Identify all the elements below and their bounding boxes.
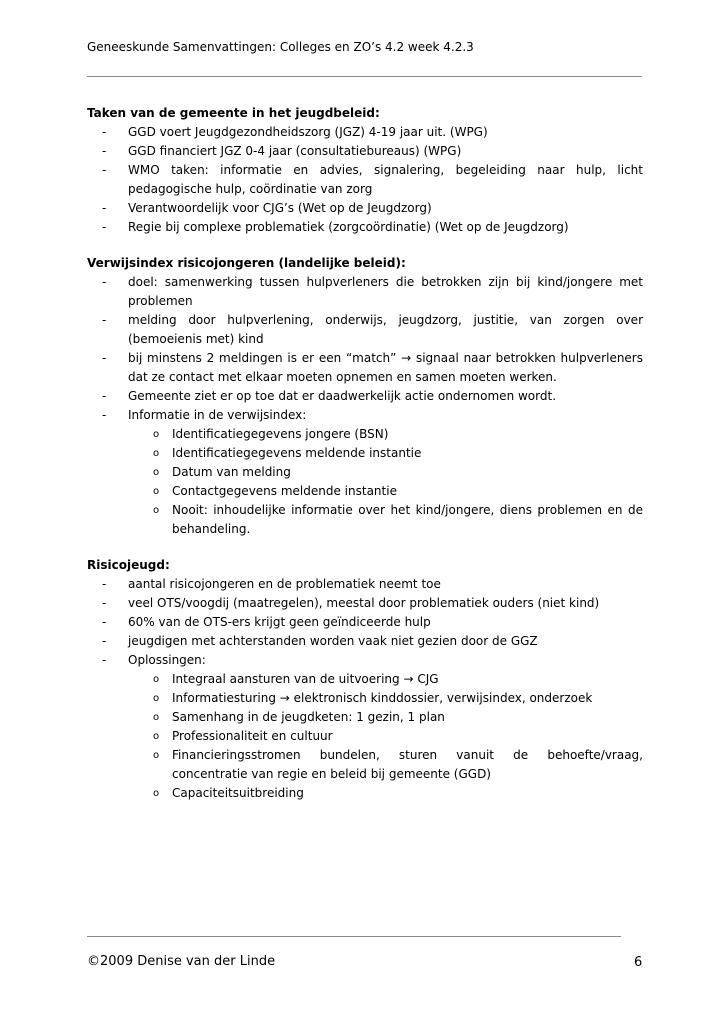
bullet-list <box>87 123 643 237</box>
circle-bullet-icon: o <box>153 429 160 440</box>
dash-bullet-icon: - <box>102 144 107 158</box>
dash-bullet-icon: - <box>102 653 107 667</box>
dash-bullet-icon: - <box>102 220 107 234</box>
list-item-text: WMO taken: informatie en advies, signalering, begeleiding naar hulp, licht pedagogische hulp, coördinatie van zorg <box>128 163 643 196</box>
list-item-text: Informatie in de verwijsindex: <box>128 408 307 422</box>
sub-list-item <box>128 463 643 482</box>
sub-list-item <box>128 727 643 746</box>
sub-list-item <box>128 689 643 708</box>
list-item-text: GGD voert Jeugdgezondheidszorg (JGZ) 4-19 jaar uit. (WPG) <box>128 125 488 139</box>
sub-list-item <box>128 746 643 784</box>
list-item <box>87 632 643 651</box>
circle-bullet-icon: o <box>153 467 160 478</box>
list-item-text: veel OTS/voogdij (maatregelen), meestal door problematiek ouders (niet kind) <box>128 596 600 610</box>
section <box>87 254 643 539</box>
sub-list-item <box>128 670 643 689</box>
sub-list-item-text: Identificatiegegevens meldende instantie <box>172 446 422 460</box>
sub-list-item-text: Professionaliteit en cultuur <box>172 729 333 743</box>
circle-bullet-icon: o <box>153 674 160 685</box>
bullet-list <box>87 575 643 803</box>
list-item-text: Regie bij complexe problematiek (zorgcoördinatie) (Wet op de Jeugdzorg) <box>128 220 569 234</box>
section-title: Verwijsindex risicojongeren (landelijke beleid): <box>87 256 406 270</box>
dash-bullet-icon: - <box>102 389 107 403</box>
list-item <box>87 613 643 632</box>
circle-bullet-icon: o <box>153 750 160 761</box>
sub-list-item <box>128 708 643 727</box>
circle-bullet-icon: o <box>153 712 160 723</box>
page-content <box>87 104 643 820</box>
list-item <box>87 406 643 539</box>
sub-list-item <box>128 482 643 501</box>
circle-bullet-icon: o <box>153 788 160 799</box>
sub-list-item-text: Nooit: inhoudelijke informatie over het kind/jongere, diens problemen en de behandeling. <box>172 503 643 536</box>
list-item-text: Oplossingen: <box>128 653 206 667</box>
sub-bullet-list <box>128 670 643 803</box>
sub-list-item <box>128 425 643 444</box>
dash-bullet-icon: - <box>102 163 107 177</box>
list-item <box>87 218 643 237</box>
list-item <box>87 387 643 406</box>
dash-bullet-icon: - <box>102 201 107 215</box>
bullet-list <box>87 273 643 539</box>
list-item-text: Gemeente ziet er op toe dat er daadwerkelijk actie ondernomen wordt. <box>128 389 557 403</box>
page-number: 6 <box>634 955 643 970</box>
circle-bullet-icon: o <box>153 693 160 704</box>
footer-divider <box>87 936 621 937</box>
list-item <box>87 199 643 218</box>
list-item-text: melding door hulpverlening, onderwijs, jeugdzorg, justitie, van zorgen over (bemoeienis met) kind <box>128 313 643 346</box>
list-item-text: bij minstens 2 meldingen is er een “match” → signaal naar betrokken hulpverleners dat ze contact met elkaar moeten opnemen en samen moeten werken. <box>128 351 643 384</box>
dash-bullet-icon: - <box>102 596 107 610</box>
section <box>87 556 643 803</box>
sub-list-item-text: Financieringsstromen bundelen, sturen vanuit de behoefte/vraag, concentratie van regie en beleid bij gemeente (GGD) <box>172 748 643 781</box>
list-item <box>87 273 643 311</box>
list-item <box>87 161 643 199</box>
list-item-text: Verantwoordelijk voor CJG’s (Wet op de Jeugdzorg) <box>128 201 432 215</box>
section-title: Risicojeugd: <box>87 558 170 572</box>
list-item-text: doel: samenwerking tussen hulpverleners die betrokken zijn bij kind/jongere met problemen <box>128 275 643 308</box>
dash-bullet-icon: - <box>102 408 107 422</box>
dash-bullet-icon: - <box>102 577 107 591</box>
dash-bullet-icon: - <box>102 634 107 648</box>
dash-bullet-icon: - <box>102 313 107 327</box>
sub-list-item-text: Integraal aansturen van de uitvoering → CJG <box>172 672 439 686</box>
list-item <box>87 575 643 594</box>
list-item <box>87 594 643 613</box>
dash-bullet-icon: - <box>102 615 107 629</box>
list-item-text: aantal risicojongeren en de problematiek neemt toe <box>128 577 441 591</box>
sub-list-item <box>128 784 643 803</box>
list-item-text: jeugdigen met achterstanden worden vaak niet gezien door de GGZ <box>128 634 538 648</box>
list-item-text: GGD financiert JGZ 0-4 jaar (consultatiebureaus) (WPG) <box>128 144 462 158</box>
dash-bullet-icon: - <box>102 125 107 139</box>
sub-list-item-text: Capaciteitsuitbreiding <box>172 786 304 800</box>
page-header: Geneeskunde Samenvattingen: Colleges en ZO’s 4.2 week 4.2.3 <box>87 40 474 54</box>
list-item <box>87 349 643 387</box>
dash-bullet-icon: - <box>102 351 107 365</box>
sub-list-item-text: Samenhang in de jeugdketen: 1 gezin, 1 plan <box>172 710 445 724</box>
header-divider <box>87 76 642 77</box>
circle-bullet-icon: o <box>153 505 160 516</box>
sub-list-item-text: Contactgegevens meldende instantie <box>172 484 397 498</box>
footer-copyright: ©2009 Denise van der Linde <box>87 954 276 969</box>
list-item <box>87 142 643 161</box>
sub-list-item <box>128 501 643 539</box>
circle-bullet-icon: o <box>153 448 160 459</box>
sub-list-item <box>128 444 643 463</box>
sub-bullet-list <box>128 425 643 539</box>
sub-list-item-text: Datum van melding <box>172 465 291 479</box>
section-title: Taken van de gemeente in het jeugdbeleid: <box>87 106 380 120</box>
list-item <box>87 311 643 349</box>
circle-bullet-icon: o <box>153 486 160 497</box>
sub-list-item-text: Informatiesturing → elektronisch kinddossier, verwijsindex, onderzoek <box>172 691 593 705</box>
list-item <box>87 651 643 803</box>
section <box>87 104 643 237</box>
circle-bullet-icon: o <box>153 731 160 742</box>
list-item <box>87 123 643 142</box>
sub-list-item-text: Identificatiegegevens jongere (BSN) <box>172 427 389 441</box>
dash-bullet-icon: - <box>102 275 107 289</box>
list-item-text: 60% van de OTS-ers krijgt geen geïndiceerde hulp <box>128 615 431 629</box>
